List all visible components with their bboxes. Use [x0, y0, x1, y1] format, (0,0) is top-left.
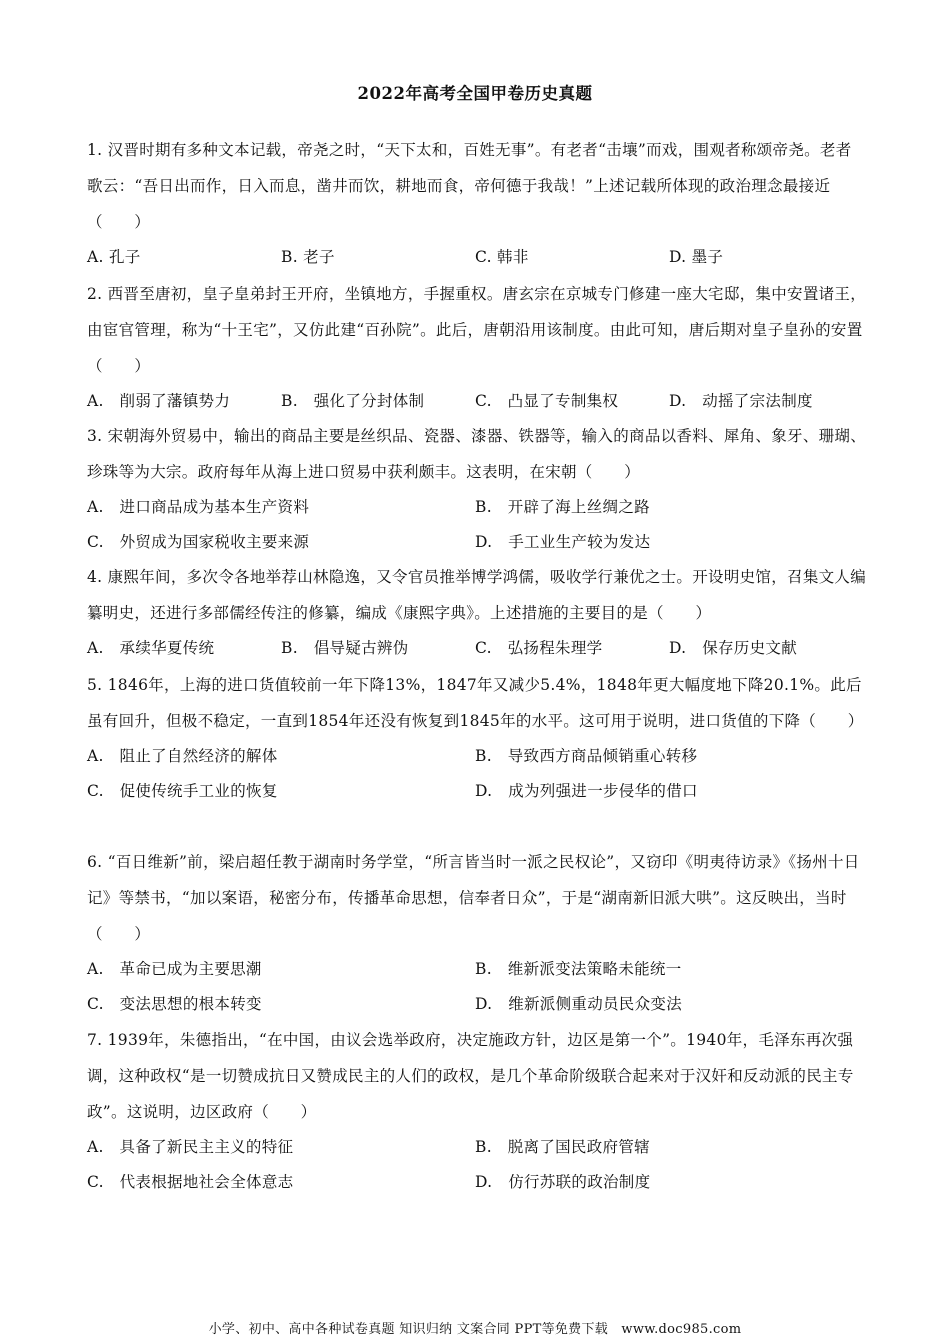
- option-a: A. 阻止了自然经济的解体: [87, 747, 278, 765]
- options-row: [87, 631, 867, 666]
- option-b: B. 维新派变法策略未能统一: [475, 960, 682, 978]
- option-c: C. 弘扬程朱理学: [475, 639, 603, 657]
- page-title: 2022年高考全国甲卷历史真题: [357, 84, 593, 103]
- option-b: B. 强化了分封体制: [281, 392, 425, 410]
- option-b: B. 开辟了海上丝绸之路: [475, 498, 650, 516]
- options-row: [87, 952, 867, 987]
- question-stem: 5. 1846年，上海的进口货值较前一年下降13%，1847年又减少5.4%，1848年更大幅度地下降20.1%。此后虽有回升，但极不稳定，一直到1854年还没有恢复到1845年的水平。这可用于说明，进口货值的下降（ ）: [87, 676, 864, 730]
- option-d: D. 动摇了宗法制度: [669, 392, 813, 410]
- question-3: [87, 418, 867, 560]
- question-7: [87, 1022, 867, 1200]
- options-row: [87, 1165, 867, 1200]
- option-d: D. 保存历史文献: [669, 639, 798, 657]
- option-d: D. 维新派侧重动员民众变法: [475, 995, 683, 1013]
- options-row: [87, 240, 867, 275]
- option-b: B. 脱离了国民政府管辖: [475, 1138, 650, 1156]
- option-a: A. 承续华夏传统: [87, 639, 215, 657]
- question-stem: 2. 西晋至唐初，皇子皇弟封王开府，坐镇地方，手握重权。唐玄宗在京城专门修建一座大宅邸，集中安置诸王，由宦官管理，称为“十王宅”，又仿此建“百孙院”。此后，唐朝沿用该制度。由此可知，唐后期对皇子皇孙的安置（ ）: [87, 285, 867, 375]
- option-c: C. 外贸成为国家税收主要来源: [87, 533, 310, 551]
- question-4: [87, 559, 867, 666]
- options-row: [87, 739, 867, 774]
- question-1: [87, 132, 867, 275]
- question-stem: 4. 康熙年间，多次令各地举荐山林隐逸，又令官员推举博学鸿儒，吸收学行兼优之士。开设明史馆，召集文人编纂明史，还进行多部儒经传注的修纂，编成《康熙字典》。上述措施的主要目的是（ ）: [87, 568, 867, 622]
- option-a: A. 具备了新民主主义的特征: [87, 1138, 294, 1156]
- option-c: C. 韩非: [475, 248, 529, 266]
- options-row: [87, 987, 867, 1022]
- options-row: [87, 1130, 867, 1165]
- options-row: [87, 774, 867, 809]
- question-2: [87, 276, 867, 419]
- option-a: A. 革命已成为主要思潮: [87, 960, 262, 978]
- options-row: [87, 490, 867, 525]
- options-row: [87, 384, 867, 419]
- question-stem: 1. 汉晋时期有多种文本记载，帝尧之时，“天下太和，百姓无事”。有老者“击壤”而戏，围观者称颂帝尧。老者歌云：“吾日出而作，日入而息，凿井而饮，耕地而食，帝何德于我哉！”上述记载所体现的政治理念最接近（ ）: [87, 141, 852, 231]
- option-c: C. 代表根据地社会全体意志: [87, 1173, 294, 1191]
- question-6: [87, 844, 867, 1022]
- option-d: D. 仿行苏联的政治制度: [475, 1173, 651, 1191]
- option-c: C. 促使传统手工业的恢复: [87, 782, 278, 800]
- option-b: B. 倡导疑古辨伪: [281, 639, 409, 657]
- option-a: A. 进口商品成为基本生产资料: [87, 498, 310, 516]
- page-footer: 小学、初中、高中各种试卷真题 知识归纳 文案合同 PPT等免费下载 www.doc985.com: [208, 1322, 742, 1337]
- option-b: B. 老子: [281, 248, 335, 266]
- question-5: [87, 667, 867, 809]
- option-b: B. 导致西方商品倾销重心转移: [475, 747, 698, 765]
- question-stem: 3. 宋朝海外贸易中，输出的商品主要是丝织品、瓷器、漆器、铁器等，输入的商品以香料、犀角、象牙、珊瑚、珍珠等为大宗。政府每年从海上进口贸易中获利颇丰。这表明，在宋朝（ ）: [87, 427, 867, 481]
- options-row: [87, 525, 867, 560]
- question-stem: 6. “百日维新”前，梁启超任教于湖南时务学堂，“所言皆当时一派之民权论”，又窃印《明夷待访录》《扬州十日记》等禁书，“加以案语，秘密分布，传播革命思想，信奉者日众”，于是“湖南新旧派大哄”。这反映出，当时（ ）: [87, 853, 860, 943]
- option-a: A. 削弱了藩镇势力: [87, 392, 231, 410]
- option-c: C. 凸显了专制集权: [475, 392, 619, 410]
- option-c: C. 变法思想的根本转变: [87, 995, 262, 1013]
- option-d: D. 成为列强进一步侵华的借口: [475, 782, 698, 800]
- question-stem: 7. 1939年，朱德指出，“在中国，由议会选举政府，决定施政方针，边区是第一个”。1940年，毛泽东再次强调，这种政权“是一切赞成抗日又赞成民主的人们的政权，是几个革命阶级联合起来对于汉奸和反动派的民主专政”。这说明，边区政府（ ）: [87, 1031, 854, 1121]
- option-a: A. 孔子: [87, 248, 141, 266]
- option-d: D. 墨子: [669, 248, 724, 266]
- option-d: D. 手工业生产较为发达: [475, 533, 651, 551]
